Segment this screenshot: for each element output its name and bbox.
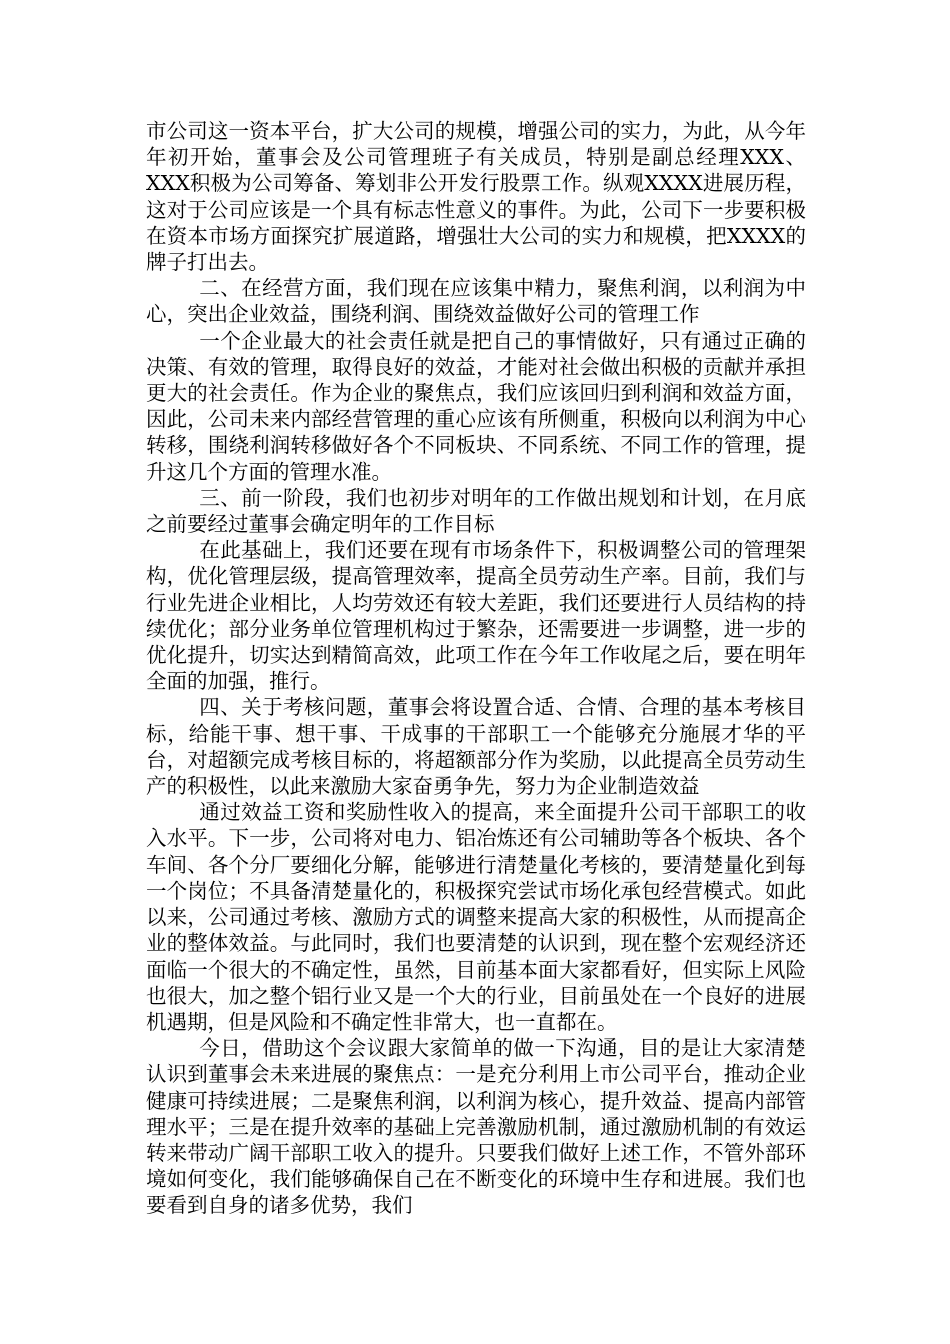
paragraph-management-structure: 在此基础上，我们还要在现有市场条件下，积极调整公司的管理架构，优化管理层级，提高管理效率，提高全员劳动生产率。目前，我们与行业先进企业相比，人均劳效还有较大差距，我们还要进行人员结构的持续优化；部分业务单位管理机构过于繁杂，还需要进一步调整，进一步的优化提升，切实达到精简高效，此项工作在今年工作收尾之后，要在明年全面的加强，推行。 — [146, 538, 806, 694]
paragraph-income-improvement: 通过效益工资和奖励性收入的提高，来全面提升公司干部职工的收入水平。下一步，公司将对电力、铝冶炼还有公司辅助等各个板块、各个车间、各个分厂要细化分解，能够进行清楚量化考核的，要清楚量化到每一个岗位；不具备清楚量化的，积极探究尝试市场化承包经营模式。如此以来，公司通过考核、激励方式的调整来提高大家的积极性，从而提高企业的整体效益。与此同时，我们也要清楚的认识到，现在整个宏观经济还面临一个很大的不确定性，虽然，目前基本面大家都看好，但实际上风险也很大，加之整个铝行业又是一个大的行业，目前虽处在一个良好的进展机遇期，但是风险和不确定性非常大，也一直都在。 — [146, 800, 806, 1034]
document-body — [146, 118, 806, 1219]
paragraph-summary: 今日，借助这个会议跟大家简单的做一下沟通，目的是让大家清楚认识到董事会未来进展的聚焦点：一是充分利用上市公司平台，推动企业健康可持续进展；二是聚焦利润，以利润为核心，提升效益、提高内部管理水平；三是在提升效率的基础上完善激励机制，通过激励机制的有效运转来带动广阔干部职工收入的提升。只要我们做好上述工作，不管外部环境如何变化，我们能够确保自己在不断变化的环境中生存和进展。我们也要看到自身的诸多优势，我们 — [146, 1036, 806, 1218]
heading-operations: 二、在经营方面，我们现在应该集中精力，聚焦利润，以利润为中心，突出企业效益，围绕利润、围绕效益做好公司的管理工作 — [146, 276, 806, 327]
paragraph-social-responsibility: 一个企业最大的社会责任就是把自己的事情做好，只有通过正确的决策、有效的管理，取得良好的效益，才能对社会做出积极的贡献并承担更大的社会责任。作为企业的聚焦点，我们应该回归到利润和效益方面，因此，公司未来内部经营管理的重心应该有所侧重，积极向以利润为中心转移，围绕利润转移做好各个不同板块、不同系统、不同工作的管理，提升这几个方面的管理水准。 — [146, 328, 806, 484]
paragraph-capital-platform: 市公司这一资本平台，扩大公司的规模，增强公司的实力，为此，从今年年初开始，董事会及公司管理班子有关成员，特别是副总经理XXX、XXX积极为公司筹备、筹划非公开发行股票工作。纵观XXXX进展历程，这对于公司应该是一个具有标志性意义的事件。为此，公司下一步要积极在资本市场方面探究扩展道路，增强壮大公司的实力和规模，把XXXX的牌子打出去。 — [146, 119, 806, 275]
heading-assessment: 四、关于考核问题，董事会将设置合适、合情、合理的基本考核目标，给能干事、想干事、干成事的干部职工一个能够充分施展才华的平台，对超额完成考核目标的，将超额部分作为奖励，以此提高全员劳动生产的积极性，以此来激励大家奋勇争先，努力为企业制造效益 — [146, 695, 806, 799]
heading-planning: 三、前一阶段，我们也初步对明年的工作做出规划和计划，在月底之前要经过董事会确定明年的工作目标 — [146, 485, 806, 537]
